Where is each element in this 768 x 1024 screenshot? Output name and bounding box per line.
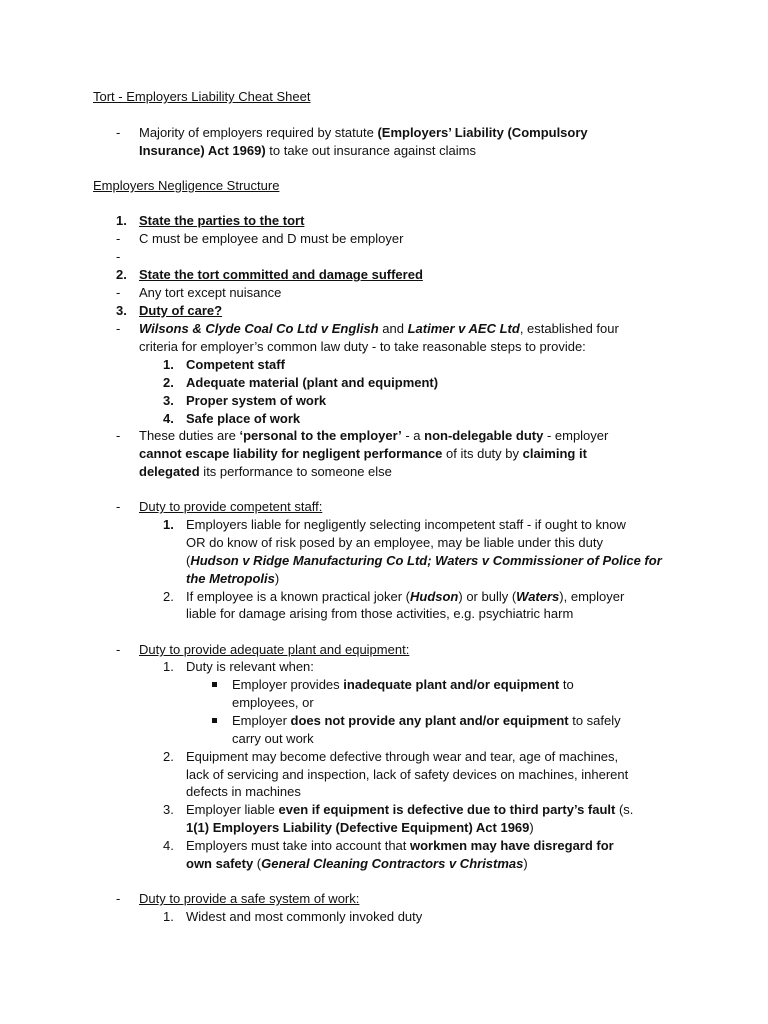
step-number: 2. xyxy=(116,267,127,282)
step-2-bullet: Any tort except nuisance xyxy=(139,285,282,300)
criteria-item: Proper system of work xyxy=(186,393,327,408)
plant-item-number: 4. xyxy=(163,838,174,853)
dash-marker: - xyxy=(116,499,121,514)
plant-item-number: 1. xyxy=(163,659,174,674)
square-bullet-icon xyxy=(212,718,217,723)
system-heading: Duty to provide a safe system of work: xyxy=(139,891,360,906)
staff-item-2-line-1: If employee is a known practical joker (Hudson) or bully (Waters), employer xyxy=(186,589,625,604)
square-bullet-icon xyxy=(212,682,217,687)
criteria-number: 2. xyxy=(163,375,174,390)
dash-marker: - xyxy=(116,321,121,336)
plant-sub-2-line-1: Employer does not provide any plant and/or equipment to safely xyxy=(232,713,621,728)
step-3-heading: Duty of care? xyxy=(139,303,223,318)
duty-cases-line-1: Wilsons & Clyde Coal Co Ltd v English and Latimer v AEC Ltd, established four xyxy=(139,321,619,336)
system-item-1: Widest and most commonly invoked duty xyxy=(186,909,423,924)
plant-item-3-line-1: Employer liable even if equipment is defective due to third party’s fault (s. xyxy=(186,802,634,817)
non-delegable-line-1: These duties are ‘personal to the employer’ - a non-delegable duty - employer xyxy=(139,428,609,443)
plant-sub-1-line-2: employees, or xyxy=(232,695,314,710)
plant-item-2-line-1: Equipment may become defective through wear and tear, age of machines, xyxy=(186,749,619,764)
plant-sub-1-line-1: Employer provides inadequate plant and/or equipment to xyxy=(232,677,574,692)
duty-cases-line-2: criteria for employer’s common law duty - to take reasonable steps to provide: xyxy=(139,339,586,354)
plant-item-2-line-3: defects in machines xyxy=(186,784,301,799)
criteria-item: Competent staff xyxy=(186,357,285,372)
staff-item-1-line-2: OR do know of risk posed by an employee, may be liable under this duty xyxy=(186,535,603,550)
step-number: 1. xyxy=(116,213,127,228)
plant-item-2-line-2: lack of servicing and inspection, lack of safety devices on machines, inherent xyxy=(186,767,629,782)
plant-item-1: Duty is relevant when: xyxy=(186,659,314,674)
plant-sub-2-line-2: carry out work xyxy=(232,731,314,746)
structure-heading: Employers Negligence Structure xyxy=(93,178,280,193)
plant-item-3-line-2: 1(1) Employers Liability (Defective Equipment) Act 1969) xyxy=(186,820,534,835)
non-delegable-line-2: cannot escape liability for negligent performance of its duty by claiming it xyxy=(139,446,587,461)
dash-marker: - xyxy=(116,891,121,906)
criteria-number: 4. xyxy=(163,411,174,426)
step-1-heading: State the parties to the tort xyxy=(139,213,305,228)
plant-item-number: 3. xyxy=(163,802,174,817)
dash-marker: - xyxy=(116,231,121,246)
criteria-item: Safe place of work xyxy=(186,411,301,426)
staff-heading: Duty to provide competent staff: xyxy=(139,499,323,514)
intro-line-1: Majority of employers required by statute (Employers’ Liability (Compulsory xyxy=(139,125,588,140)
criteria-number: 1. xyxy=(163,357,174,372)
plant-heading: Duty to provide adequate plant and equipment: xyxy=(139,642,410,657)
dash-marker: - xyxy=(116,249,121,264)
dash-marker: - xyxy=(116,428,121,443)
plant-item-number: 2. xyxy=(163,749,174,764)
intro-line-2: Insurance) Act 1969) to take out insurance against claims xyxy=(139,143,476,158)
dash-marker: - xyxy=(116,642,121,657)
plant-item-4-line-2: own safety (General Cleaning Contractors v Christmas) xyxy=(186,856,528,871)
dash-marker: - xyxy=(116,125,121,140)
staff-item-1-line-4: the Metropolis) xyxy=(186,571,280,586)
non-delegable-line-3: delegated its performance to someone else xyxy=(139,464,392,479)
step-2-heading: State the tort committed and damage suffered xyxy=(139,267,423,282)
dash-marker: - xyxy=(116,285,121,300)
plant-item-4-line-1: Employers must take into account that workmen may have disregard for xyxy=(186,838,614,853)
criteria-number: 3. xyxy=(163,393,174,408)
step-number: 3. xyxy=(116,303,127,318)
staff-item-1-line-1: Employers liable for negligently selecting incompetent staff - if ought to know xyxy=(186,517,626,532)
staff-item-number: 1. xyxy=(163,517,174,532)
step-1-bullet: C must be employee and D must be employer xyxy=(139,231,404,246)
staff-item-2-line-2: liable for damage arising from those activities, e.g. psychiatric harm xyxy=(186,606,574,621)
staff-item-number: 2. xyxy=(163,589,174,604)
staff-item-1-line-3: (Hudson v Ridge Manufacturing Co Ltd; Waters v Commissioner of Police for xyxy=(186,553,662,568)
criteria-item: Adequate material (plant and equipment) xyxy=(186,375,439,390)
system-item-number: 1. xyxy=(163,909,174,924)
document-title: Tort - Employers Liability Cheat Sheet xyxy=(93,89,311,104)
